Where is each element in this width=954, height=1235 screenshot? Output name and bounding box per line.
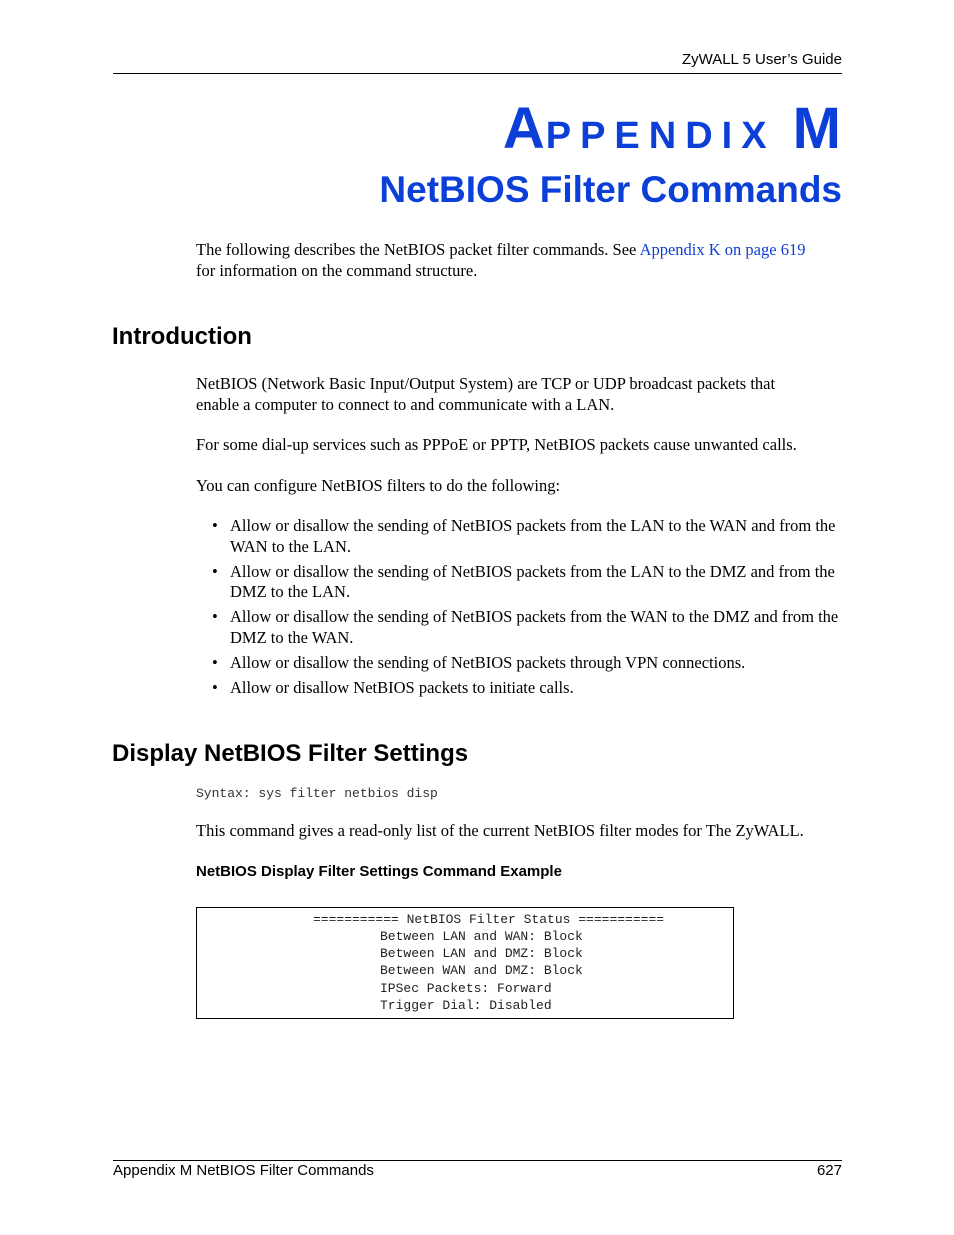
appendix-word-rest: PPENDIX (545, 115, 776, 157)
list-item (212, 653, 852, 674)
header-divider (113, 73, 842, 74)
list-item-text: Allow or disallow the sending of NetBIOS packets through VPN connections. (230, 652, 746, 672)
list-item-text: Allow or disallow the sending of NetBIOS packets from the WAN to the DMZ and from the DMZ to the WAN. (230, 607, 839, 647)
code-line: Between WAN and DMZ: Block (380, 963, 583, 978)
filter-options-list (212, 516, 852, 703)
page-number: 627 (816, 1162, 842, 1179)
list-item-text: Allow or disallow the sending of NetBIOS packets from the LAN to the WAN and from the WAN to the LAN. (230, 516, 836, 556)
list-item (212, 562, 852, 603)
introduction-heading: Introduction (112, 323, 252, 350)
code-line: Trigger Dial: Disabled (380, 998, 552, 1013)
code-line: IPSec Packets: Forward (380, 981, 552, 996)
display-description: This command gives a read-only list of the current NetBIOS filter modes for The ZyWALL. (196, 821, 804, 840)
bullet-icon: • (212, 652, 218, 672)
code-line: =========== NetBIOS Filter Status =========== (313, 912, 665, 927)
code-line: Between LAN and DMZ: Block (380, 946, 583, 961)
bullet-icon: • (212, 561, 218, 581)
bullet-icon: • (212, 677, 218, 697)
appendix-initial: A (502, 96, 546, 161)
bullet-icon: • (212, 607, 218, 626)
command-example-box (196, 907, 734, 1019)
display-settings-heading: Display NetBIOS Filter Settings (112, 740, 469, 767)
syntax-line: Syntax: sys filter netbios disp (196, 786, 438, 801)
list-item (212, 516, 852, 557)
footer-divider (113, 1160, 842, 1161)
intro-text: The following describes the NetBIOS packet filter commands. See (196, 240, 640, 259)
appendix-heading (502, 96, 842, 161)
introduction-para-2: For some dial-up services such as PPPoE or PPTP, NetBIOS packets cause unwanted calls. (196, 435, 797, 454)
code-line: Between LAN and WAN: Block (380, 929, 583, 944)
footer-title: Appendix M NetBIOS Filter Commands (113, 1162, 374, 1179)
chapter-title: NetBIOS Filter Commands (379, 169, 842, 210)
intro-text-end: for information on the command structure. (196, 260, 478, 280)
list-item-text: Allow or disallow the sending of NetBIOS packets from the LAN to the DMZ and from the DMZ to the LAN. (230, 561, 835, 601)
appendix-letter: M (792, 96, 842, 161)
list-item (212, 607, 852, 648)
list-item (212, 678, 852, 699)
example-caption: NetBIOS Display Filter Settings Command Example (196, 863, 562, 880)
appendix-k-link[interactable]: Appendix K on page 619 (639, 240, 806, 259)
intro-paragraph (196, 240, 846, 281)
introduction-para-1: NetBIOS (Network Basic Input/Output System) are TCP or UDP broadcast packets that enable a computer to connect to and communicate with a LAN. (196, 374, 776, 414)
bullet-icon: • (212, 516, 218, 535)
introduction-para-3: You can configure NetBIOS filters to do the following: (196, 476, 561, 495)
list-item-text: Allow or disallow NetBIOS packets to initiate calls. (230, 677, 574, 697)
running-header: ZyWALL 5 User’s Guide (681, 51, 842, 68)
